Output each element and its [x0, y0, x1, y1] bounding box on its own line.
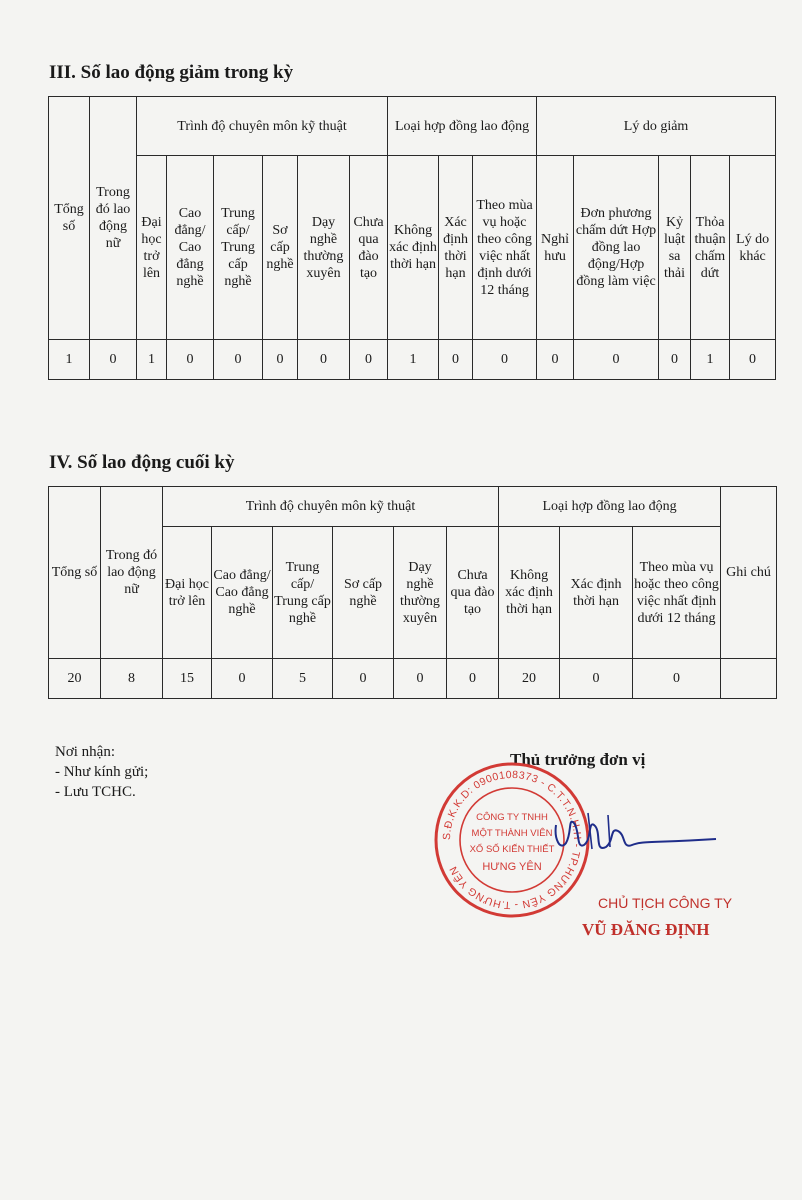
cell [721, 659, 777, 699]
header-indefinite: Không xác định thời hạn [388, 156, 439, 340]
cell: 1 [388, 340, 439, 380]
recipient-item: - Lưu TCHC. [55, 784, 136, 800]
seal-line: XỔ SỐ KIẾN THIẾT [469, 844, 555, 855]
cell: 20 [499, 659, 560, 699]
header-university: Đại học trở lên [137, 156, 167, 340]
cell: 0 [394, 659, 447, 699]
cell: 1 [691, 340, 730, 380]
header-definite: Xác định thời hạn [560, 527, 633, 659]
header-untrained: Chưa qua đào tạo [447, 527, 499, 659]
header-elementary: Sơ cấp nghề [263, 156, 298, 340]
header-contract-group: Loại hợp đồng lao động [388, 97, 537, 156]
seal-line: MỘT THÀNH VIÊN [471, 828, 553, 839]
cell: 0 [447, 659, 499, 699]
header-agreement: Thỏa thuận chấm dứt [691, 156, 730, 340]
cell: 8 [101, 659, 163, 699]
table-row [49, 340, 776, 380]
recipients-block [55, 742, 148, 802]
cell: 0 [212, 659, 273, 699]
header-skill-group: Trình độ chuyên môn kỹ thuật [163, 487, 499, 527]
header-retired: Nghỉ hưu [537, 156, 574, 340]
cell: 0 [537, 340, 574, 380]
cell: 0 [214, 340, 263, 380]
header-unilateral: Đơn phương chấm dứt Hợp đồng lao động/Hợp đồng làm việc [574, 156, 659, 340]
header-female: Trong đó lao động nữ [101, 487, 163, 659]
cell: 0 [350, 340, 388, 380]
cell: 0 [333, 659, 394, 699]
cell: 0 [167, 340, 214, 380]
header-intermediate: Trung cấp/ Trung cấp nghề [214, 156, 263, 340]
header-other: Lý do khác [730, 156, 776, 340]
cell: 0 [659, 340, 691, 380]
header-total: Tổng số [49, 487, 101, 659]
cell: 0 [574, 340, 659, 380]
header-total: Tổng số [49, 97, 90, 340]
cell: 5 [273, 659, 333, 699]
cell: 0 [633, 659, 721, 699]
cell: 0 [560, 659, 633, 699]
header-regular-training: Dạy nghề thường xuyên [298, 156, 350, 340]
cell: 0 [90, 340, 137, 380]
cell: 0 [730, 340, 776, 380]
seal-ring-text: S.Đ.K.K.D: 0900108373 - C.T.T.N.H.H - TP.HƯNG YÊN - T.HƯNG YÊN [440, 768, 584, 912]
header-university: Đại học trở lên [163, 527, 212, 659]
section-3-title: III. Số lao động giảm trong kỳ [49, 62, 294, 83]
header-definite: Xác định thời hạn [439, 156, 473, 340]
signer-role: CHỦ TỊCH CÔNG TY [598, 895, 733, 911]
header-contract-group: Loại hợp đồng lao động [499, 487, 721, 527]
header-untrained: Chưa qua đào tạo [350, 156, 388, 340]
cell: 0 [298, 340, 350, 380]
header-college: Cao đẳng/ Cao đẳng nghề [212, 527, 273, 659]
header-reason-group: Lý do giảm [537, 97, 776, 156]
cell: 0 [473, 340, 537, 380]
cell: 1 [49, 340, 90, 380]
header-seasonal: Theo mùa vụ hoặc theo công việc nhất định dưới 12 tháng [473, 156, 537, 340]
cell: 1 [137, 340, 167, 380]
header-dismissal: Kỷ luật sa thải [659, 156, 691, 340]
header-note: Ghi chú [721, 487, 777, 659]
header-regular-training: Dạy nghề thường xuyên [394, 527, 447, 659]
header-seasonal: Theo mùa vụ hoặc theo công việc nhất định dưới 12 tháng [633, 527, 721, 659]
signer-title: Thủ trưởng đơn vị [510, 750, 646, 769]
end-period-table [48, 486, 777, 699]
recipients-label: Nơi nhận: [55, 744, 116, 760]
cell: 15 [163, 659, 212, 699]
header-college: Cao đẳng/ Cao đẳng nghề [167, 156, 214, 340]
reduction-table [48, 96, 776, 380]
cell: 20 [49, 659, 101, 699]
recipient-item: - Như kính gửi; [55, 764, 149, 780]
header-skill-group: Trình độ chuyên môn kỹ thuật [137, 97, 388, 156]
signer-name: VŨ ĐĂNG ĐỊNH [582, 920, 710, 939]
section-4-title: IV. Số lao động cuối kỳ [49, 452, 235, 473]
table-row [49, 659, 777, 699]
cell: 0 [263, 340, 298, 380]
seal-line: CÔNG TY TNHH [476, 812, 548, 823]
header-elementary: Sơ cấp nghề [333, 527, 394, 659]
header-indefinite: Không xác định thời hạn [499, 527, 560, 659]
header-intermediate: Trung cấp/ Trung cấp nghề [273, 527, 333, 659]
cell: 0 [439, 340, 473, 380]
header-female: Trong đó lao động nữ [90, 97, 137, 340]
seal-line: HƯNG YÊN [482, 861, 542, 873]
handwritten-signature [548, 805, 718, 865]
